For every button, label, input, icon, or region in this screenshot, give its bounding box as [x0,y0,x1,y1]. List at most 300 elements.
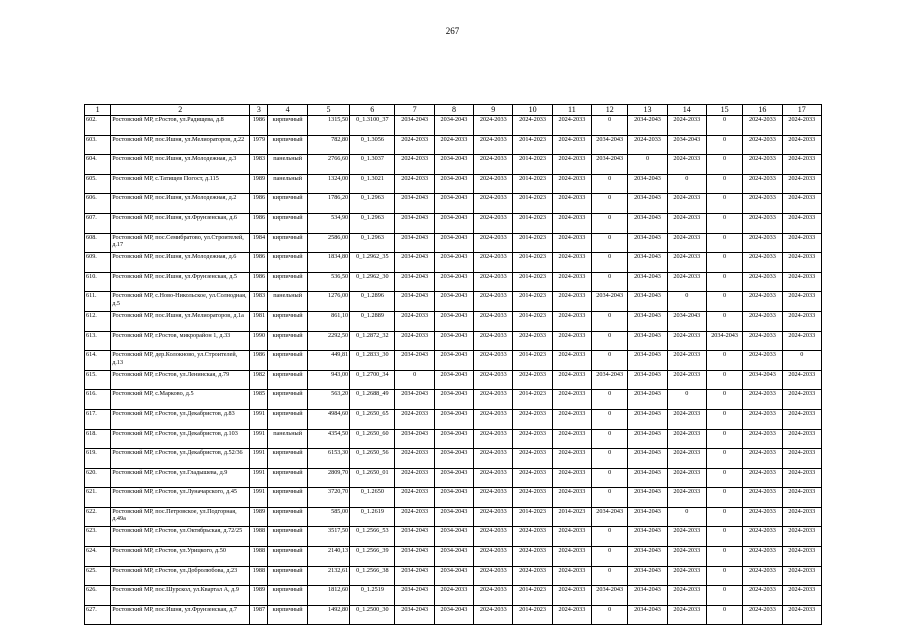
table-cell: 622. [85,507,111,527]
table-cell: 2034-2043 [434,370,473,390]
table-cell: 0_1.2566_53 [350,527,395,547]
table-cell: 2024-2033 [513,468,552,488]
table-cell: 0_1.2650_60 [350,429,395,449]
table-cell: 2024-2033 [513,331,552,351]
table-cell: 2024-2033 [513,547,552,567]
table-cell: 2034-2043 [395,194,434,214]
table-cell: 2014-2023 [513,135,552,155]
table-cell: 2014-2023 [513,174,552,194]
table-cell: 1987 [250,605,268,625]
table-cell: 0_1.2962_30 [350,272,395,292]
table-cell: 0 [592,468,628,488]
table-cell: Ростовский МР, пос.Ишня, ул.Молодежная, д.6 [111,253,250,273]
table-cell: 0 [592,605,628,625]
table-cell: 2024-2033 [782,390,821,410]
table-cell: 2024-2033 [513,488,552,508]
table-cell: 2024-2033 [782,468,821,488]
table-cell: 2809,70 [307,468,349,488]
table-cell: 2024-2033 [743,116,782,136]
table-cell: 2024-2033 [552,233,591,253]
table-cell: 626. [85,586,111,606]
table-cell: 2024-2033 [513,566,552,586]
table-cell: 1988 [250,566,268,586]
table-cell: кирпичный [268,213,307,233]
table-cell: 2024-2033 [474,213,513,233]
table-cell: 2034-2043 [434,155,473,175]
table-cell: кирпичный [268,409,307,429]
table-cell: 2766,60 [307,155,349,175]
table-cell: 1983 [250,292,268,312]
table-row [85,566,822,586]
table-cell: 2024-2033 [667,116,706,136]
table-cell: 610. [85,272,111,292]
table-cell: 2292,50 [307,331,349,351]
table-cell: 2024-2033 [552,253,591,273]
table-cell: 2024-2033 [667,527,706,547]
table-body [85,116,822,625]
table-cell: 1988 [250,527,268,547]
table-cell: 0_1.2963 [350,213,395,233]
table-cell: 0 [706,527,742,547]
table-cell: Ростовский МР, пос.Ишня, ул.Фрунзенская, д.6 [111,213,250,233]
table-cell: 2034-2043 [395,527,434,547]
column-header-15: 15 [706,105,742,116]
table-cell: 2024-2033 [474,586,513,606]
table-cell: 2024-2033 [667,488,706,508]
table-row [85,155,822,175]
table-cell: 0_1.2872_32 [350,331,395,351]
table-cell: кирпичный [268,351,307,371]
table-cell: 2034-2043 [434,409,473,429]
table-cell: 621. [85,488,111,508]
table-cell: 2024-2033 [552,155,591,175]
table-cell: 2034-2043 [628,507,667,527]
table-cell: 2024-2033 [474,390,513,410]
table-cell: 2024-2033 [395,488,434,508]
page-number: 267 [445,26,460,36]
table-cell: 2024-2033 [552,174,591,194]
table-cell: 2024-2033 [395,468,434,488]
table-cell: 2034-2043 [434,272,473,292]
table-cell: 1986 [250,351,268,371]
table-cell: 2024-2033 [434,135,473,155]
table-cell: 2024-2033 [667,566,706,586]
table-cell: 624. [85,547,111,567]
table-cell: 536,50 [307,272,349,292]
table-cell: 2024-2033 [782,488,821,508]
table-cell: 2024-2033 [667,331,706,351]
table-cell: 2024-2033 [667,468,706,488]
table-cell: 608. [85,233,111,253]
table-cell: 2024-2033 [667,194,706,214]
table-cell: 2024-2033 [743,390,782,410]
table-cell: 2024-2033 [782,272,821,292]
table-cell: 2024-2033 [628,135,667,155]
table-cell: панельный [268,292,307,312]
table-cell: 2034-2043 [434,605,473,625]
table-cell: Ростовский МР, г.Ростов, ул.Радищева, д.8 [111,116,250,136]
table-cell: 1979 [250,135,268,155]
table-cell: 2024-2033 [743,605,782,625]
table-cell: 1991 [250,409,268,429]
table-cell: 2034-2043 [667,135,706,155]
table-cell: 2034-2043 [628,213,667,233]
table-cell: 1985 [250,390,268,410]
table-cell: 2024-2033 [395,507,434,527]
table-cell: 2024-2033 [782,174,821,194]
table-cell: 2024-2033 [552,547,591,567]
table-cell: 2034-2043 [434,311,473,331]
table-cell: 2024-2033 [552,429,591,449]
table-cell: 1984 [250,233,268,253]
table-row [85,449,822,469]
table-row [85,409,822,429]
table-cell: 1986 [250,116,268,136]
table-cell: 2024-2033 [743,135,782,155]
table-cell: 2024-2033 [474,116,513,136]
table-cell: панельный [268,429,307,449]
table-cell: 1276,00 [307,292,349,312]
table-cell: 2014-2023 [513,507,552,527]
table-cell: 1981 [250,311,268,331]
table-cell: 2024-2033 [667,409,706,429]
table-cell: 2024-2033 [667,233,706,253]
table-cell: 2024-2033 [552,488,591,508]
table-cell: 0_1.2962_35 [350,253,395,273]
table-cell: 2034-2043 [434,253,473,273]
table-cell: 2034-2043 [628,311,667,331]
table-cell: 2034-2043 [628,292,667,312]
table-cell: 2024-2033 [667,253,706,273]
table-cell: 1315,50 [307,116,349,136]
table-cell: 0 [592,409,628,429]
table-cell: 2024-2033 [667,370,706,390]
table-cell: 2024-2033 [552,409,591,429]
table-cell: 2034-2043 [434,566,473,586]
table-cell: 0 [667,292,706,312]
table-cell: 2034-2043 [434,507,473,527]
table-cell: 0 [592,429,628,449]
table-cell: 2024-2033 [667,547,706,567]
table-cell: 2034-2043 [628,116,667,136]
table-cell: 619. [85,449,111,469]
table-cell: 2034-2043 [395,566,434,586]
table-cell: 2024-2033 [782,605,821,625]
table-cell: 2024-2033 [552,605,591,625]
table-cell: 3517,50 [307,527,349,547]
table-cell: панельный [268,155,307,175]
table-cell: 0 [706,272,742,292]
table-cell: 0_1.2833_30 [350,351,395,371]
table-cell: 0 [667,390,706,410]
table-cell: 2024-2033 [782,213,821,233]
table-cell: 2034-2043 [395,547,434,567]
table-cell: 1834,80 [307,253,349,273]
table-cell: кирпичный [268,586,307,606]
table-cell: 2014-2023 [513,311,552,331]
table-cell: Ростовский МР, пос.Семибратово, ул.Строителей, д.17 [111,233,250,253]
table-cell: 2034-2043 [395,272,434,292]
table-cell: 2024-2033 [395,311,434,331]
table-cell: Ростовский МР, с.Ново-Никольское, ул.Солнодная, д.5 [111,292,250,312]
table-cell: Ростовский МР, г.Ростов, ул.Октябрьская, д.72/25 [111,527,250,547]
table-cell: 2014-2023 [513,253,552,273]
table-cell: 2024-2033 [743,292,782,312]
table-cell: 2024-2033 [782,370,821,390]
table-cell: 623. [85,527,111,547]
table-cell: 2034-2043 [395,429,434,449]
table-cell: 1986 [250,272,268,292]
table-cell: 2034-2043 [434,488,473,508]
table-cell: 2024-2033 [743,253,782,273]
table-cell: Ростовский МР, дер.Колокново, ул.Строителей, д.13 [111,351,250,371]
table-cell: кирпичный [268,370,307,390]
table-cell: 2024-2033 [782,292,821,312]
table-cell: 2024-2033 [743,213,782,233]
table-cell: 0 [592,311,628,331]
table-cell: 2024-2033 [667,586,706,606]
table-cell: 620. [85,468,111,488]
table-cell: 1812,60 [307,586,349,606]
table-cell: 2014-2023 [513,292,552,312]
table-cell: 2024-2033 [513,429,552,449]
table-cell: 2014-2023 [513,605,552,625]
table-cell: 2024-2033 [434,586,473,606]
table-cell: кирпичный [268,311,307,331]
table-cell: Ростовский МР, пос.Ишня, ул.Фрунзенская, д.5 [111,272,250,292]
table-cell: 2034-2043 [395,213,434,233]
table-cell: 2024-2033 [513,527,552,547]
table-cell: Ростовский МР, пос.Ишня, ул.Мелиораторов, д.1а [111,311,250,331]
table-cell: 2024-2033 [782,507,821,527]
column-header-10: 10 [513,105,552,116]
table-cell: 1986 [250,253,268,273]
table-cell: 2024-2033 [743,586,782,606]
table-cell: 0 [706,174,742,194]
table-cell: 2014-2023 [513,390,552,410]
table-cell: 0 [592,449,628,469]
table-row [85,331,822,351]
table-cell: 0 [592,174,628,194]
table-cell: 2024-2033 [552,566,591,586]
table-row [85,292,822,312]
table-cell: 2024-2033 [743,429,782,449]
table-cell: 782,80 [307,135,349,155]
table-cell: кирпичный [268,566,307,586]
housing-table [84,104,822,625]
table-cell: 2034-2043 [628,253,667,273]
table-cell: 0 [592,331,628,351]
table-cell: 0_1.2963 [350,233,395,253]
table-cell: 0 [592,351,628,371]
table-cell: 2024-2033 [513,370,552,390]
table-cell: 2024-2033 [552,370,591,390]
table-cell: 2034-2043 [628,566,667,586]
table-cell: 0 [628,155,667,175]
table-cell: 2024-2033 [552,449,591,469]
table-cell: 0_1.2963 [350,194,395,214]
table-cell: 534,90 [307,213,349,233]
table-cell: Ростовский МР, пос.Ишня, ул.Молодежная, д.2 [111,194,250,214]
table-cell: 2034-2043 [628,370,667,390]
table-cell: 0 [592,566,628,586]
table-cell: 0 [706,233,742,253]
table-cell: 0 [706,311,742,331]
table-cell: 0_1.3037 [350,155,395,175]
table-cell: 2024-2033 [782,233,821,253]
table-cell: кирпичный [268,488,307,508]
table-cell: 2024-2033 [743,449,782,469]
column-header-5: 5 [307,105,349,116]
table-cell: 2034-2043 [434,331,473,351]
table-cell: 2024-2033 [782,116,821,136]
table-cell: 0 [667,507,706,527]
table-cell: 2586,00 [307,233,349,253]
table-cell: 2034-2043 [592,370,628,390]
table-cell: 2034-2043 [628,272,667,292]
table-cell: 2024-2033 [743,507,782,527]
table-cell: 2034-2043 [628,547,667,567]
table-cell: 0_1.3056 [350,135,395,155]
table-cell: 2024-2033 [552,311,591,331]
table-cell: 617. [85,409,111,429]
table-cell: 2034-2043 [395,292,434,312]
table-cell: 604. [85,155,111,175]
table-cell: кирпичный [268,116,307,136]
table-cell: Ростовский МР, г.Ростов, ул.Добролюбова, д.23 [111,566,250,586]
table-cell: 2034-2043 [395,233,434,253]
table-cell: 4354,50 [307,429,349,449]
table-cell: 625. [85,566,111,586]
table-cell: 0 [706,292,742,312]
table-cell: 1990 [250,331,268,351]
table-cell: 2024-2033 [743,272,782,292]
table-cell: 2024-2033 [782,135,821,155]
column-header-6: 6 [350,105,395,116]
table-cell: 0 [592,527,628,547]
table-cell: 2034-2043 [434,527,473,547]
column-header-2: 2 [111,105,250,116]
table-cell: 0_1.2688_49 [350,390,395,410]
table-cell: 2024-2033 [552,351,591,371]
table-cell: 0 [706,586,742,606]
table-cell: 0 [782,351,821,371]
table-cell: 0 [706,155,742,175]
table-cell: кирпичный [268,449,307,469]
table-cell: 1988 [250,547,268,567]
table-cell: 2014-2023 [513,351,552,371]
table-cell: 1492,80 [307,605,349,625]
table-cell: Ростовский МР, г.Ростов, ул.Декабристов, д.52/36 [111,449,250,469]
table-cell: 2034-2043 [434,292,473,312]
table-cell: 0 [706,351,742,371]
table-cell: 2034-2043 [592,135,628,155]
table-cell: 2024-2033 [474,155,513,175]
table-cell: 2024-2033 [667,429,706,449]
table-row [85,213,822,233]
table-cell: 2132,61 [307,566,349,586]
table-row [85,429,822,449]
table-cell: Ростовский МР, г.Ростов, ул.Гладышева, д.9 [111,468,250,488]
column-header-4: 4 [268,105,307,116]
table-cell: 4984,60 [307,409,349,429]
table-cell: 2024-2033 [782,409,821,429]
table-cell: 2024-2033 [782,449,821,469]
table-cell: 0_1.2889 [350,311,395,331]
table-cell: 2024-2033 [552,390,591,410]
table-cell: Ростовский МР, пос.Ишня, ул.Мелиораторов, д.22 [111,135,250,155]
table-cell: 2034-2043 [434,468,473,488]
table-cell: 0 [706,449,742,469]
table-cell: кирпичный [268,194,307,214]
table-row [85,174,822,194]
table-cell: 2034-2043 [628,331,667,351]
table-cell: 2034-2043 [628,233,667,253]
table-cell: 861,10 [307,311,349,331]
table-cell: 0_1.2566_38 [350,566,395,586]
table-cell: 2024-2033 [474,351,513,371]
table-cell: 2024-2033 [395,449,434,469]
table-cell: панельный [268,174,307,194]
table-cell: 0 [706,566,742,586]
table-row [85,605,822,625]
table-cell: 2034-2043 [628,468,667,488]
table-cell: 0 [706,135,742,155]
table-cell: 2024-2033 [743,468,782,488]
table-cell: 2024-2033 [552,586,591,606]
table-cell: Ростовский МР, г.Ростов, ул.Луначарского, д.45 [111,488,250,508]
table-cell: 2034-2043 [628,351,667,371]
column-header-1: 1 [85,105,111,116]
table-cell: 605. [85,174,111,194]
table-cell: 614. [85,351,111,371]
table-cell: 2140,13 [307,547,349,567]
table-cell: 2024-2033 [743,527,782,547]
table-row [85,311,822,331]
table-cell: 611. [85,292,111,312]
table-cell: 0_1.2650_01 [350,468,395,488]
table-cell: 2024-2033 [552,527,591,547]
table-cell: 0 [706,370,742,390]
table-cell: 2024-2033 [743,233,782,253]
table-cell: 2014-2023 [552,507,591,527]
table-cell: 2024-2033 [474,449,513,469]
table-cell: 1786,20 [307,194,349,214]
table-cell: 0 [706,507,742,527]
table-cell: 627. [85,605,111,625]
table-cell: 1991 [250,488,268,508]
table-cell: Ростовский МР, г.Ростов, ул.Урицкого, д.50 [111,547,250,567]
table-cell: 2034-2043 [395,351,434,371]
column-header-3: 3 [250,105,268,116]
column-header-11: 11 [552,105,591,116]
table-cell: 2034-2043 [395,253,434,273]
table-cell: 1986 [250,213,268,233]
table-cell: 0 [706,253,742,273]
table-cell: 2024-2033 [474,488,513,508]
table-cell: кирпичный [268,547,307,567]
table-cell: 603. [85,135,111,155]
table-cell: 2024-2033 [743,547,782,567]
table-cell: 2024-2033 [782,586,821,606]
table-row [85,370,822,390]
table-cell: 0 [592,213,628,233]
column-header-7: 7 [395,105,434,116]
table-cell: 585,00 [307,507,349,527]
table-cell: 1989 [250,507,268,527]
table-row [85,351,822,371]
table-cell: 2034-2043 [592,292,628,312]
